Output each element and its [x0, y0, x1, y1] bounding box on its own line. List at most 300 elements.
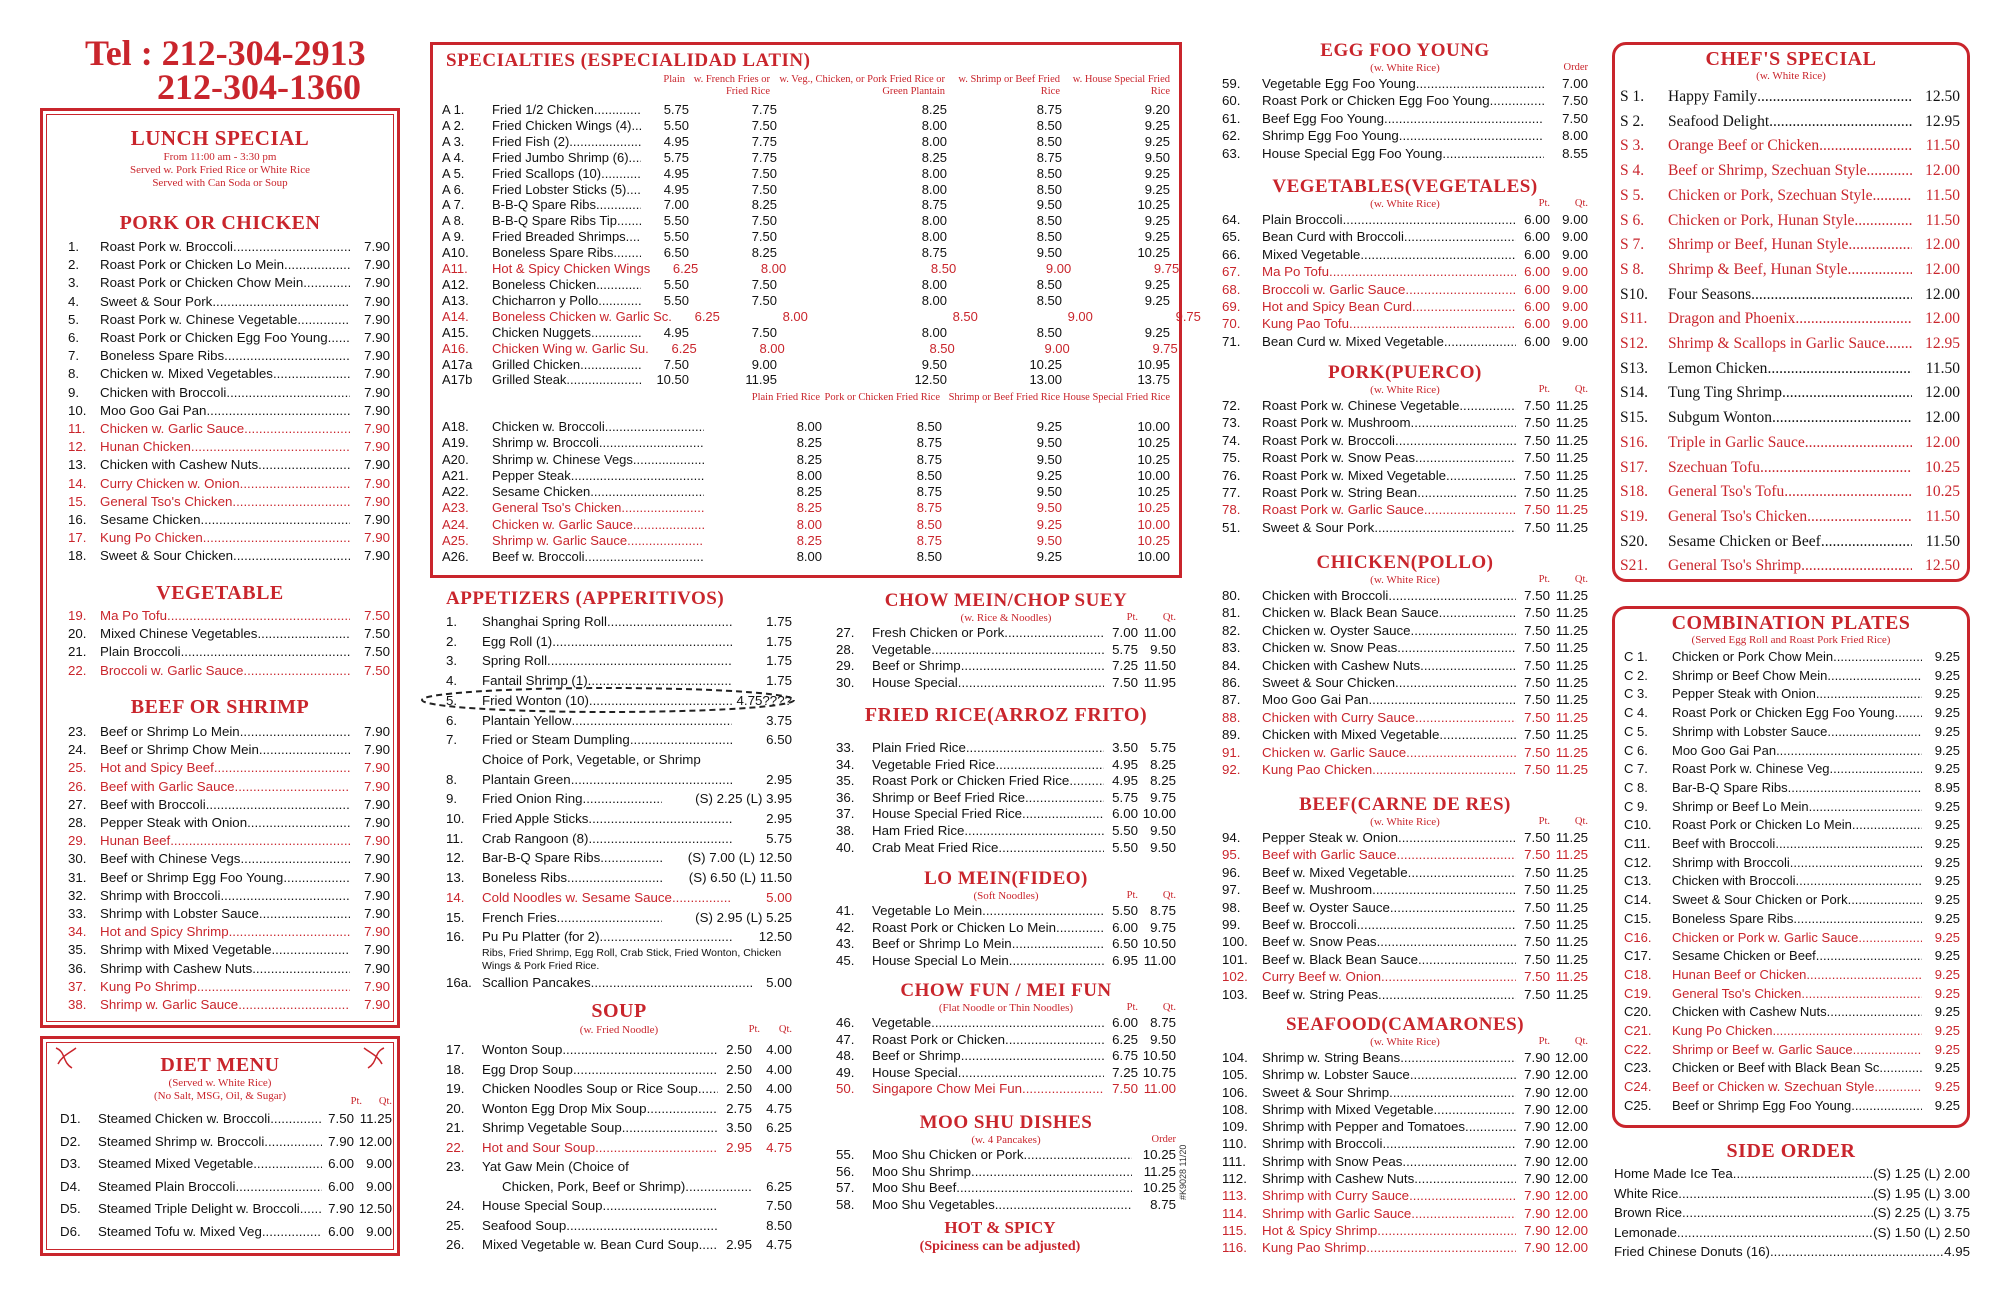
menu-item-row: [446, 848, 792, 868]
item-price: 9.25: [1934, 667, 1960, 683]
dot-leader: [1816, 947, 1922, 966]
item-price: 5.75: [1112, 641, 1138, 657]
item-price: 7.25: [1112, 1064, 1138, 1080]
menu-item-row: [1620, 530, 1960, 555]
item-price: 7.50: [364, 608, 390, 623]
dot-leader: [633, 517, 704, 533]
item-number: 15.: [446, 909, 465, 925]
dot-leader: [201, 511, 350, 529]
item-price: 1.75: [766, 614, 792, 629]
item-price: 9.25: [1144, 324, 1170, 340]
item-number: 41.: [836, 903, 855, 918]
item-price: 8.75: [916, 500, 942, 516]
item-price: 2.50: [726, 1042, 752, 1057]
item-number: 71.: [1222, 333, 1241, 349]
dot-leader: [1827, 723, 1922, 742]
side-order-list: [1614, 1164, 1970, 1262]
menu-item-row: [1620, 184, 1960, 209]
dot-leader: [1775, 835, 1922, 854]
item-price: 12.50: [914, 372, 947, 388]
menu-item-row: [1222, 951, 1588, 968]
dot-leader: [300, 1198, 322, 1221]
vegetable-title: VEGETABLE: [156, 582, 284, 604]
item-name: Beef with Broccoli: [100, 796, 206, 812]
item-price: 7.90: [364, 924, 390, 940]
menu-item-row: [68, 923, 390, 941]
item-name: Chicken or Pork, Szechuan Style: [1668, 186, 1873, 204]
item-price: 9.25: [1934, 761, 1960, 777]
item-number: 67.: [1222, 264, 1241, 280]
item-name: Shrimp with Mixed Vegetable: [100, 942, 272, 958]
dot-leader: [1459, 397, 1516, 414]
item-price: 6.00: [1524, 212, 1550, 227]
phone-1: Tel : 212-304-2913: [85, 33, 366, 73]
menu-item-row: [1620, 357, 1960, 382]
dot-leader: [566, 372, 641, 388]
item-name: Hot and Spicy Shrimp: [100, 924, 229, 940]
item-number: A15.: [442, 324, 469, 340]
item-name: Broccoli w. Garlic Sauce: [1262, 281, 1406, 297]
item-number: A 7.: [442, 197, 465, 213]
item-number: S 1.: [1620, 88, 1645, 105]
item-name: Tung Ting Shrimp: [1668, 384, 1783, 402]
item-name: Boneless Ribs: [482, 870, 567, 886]
item-name: Kung Po Chicken: [1672, 1023, 1773, 1039]
dot-leader: [1404, 228, 1516, 245]
item-name: Roast Pork w. Chinese Vegetable: [100, 311, 298, 327]
item-number: 22.: [68, 662, 87, 678]
dot-leader: [1439, 726, 1516, 743]
item-price: (S) 2.25 (L) 3.95: [695, 791, 792, 807]
chowfun-cols: [1104, 1002, 1176, 1014]
item-number: 49.: [836, 1064, 855, 1080]
menu-item-row: [836, 658, 1176, 675]
item-number: 111.: [1222, 1153, 1246, 1169]
item-number: 84.: [1222, 657, 1241, 673]
item-price: 8.75: [921, 197, 947, 213]
item-price: 3.50: [726, 1120, 752, 1135]
column-header: Qt.: [1162, 1002, 1176, 1013]
menu-item-row: [1620, 134, 1960, 159]
menu-item-row: [446, 1177, 792, 1197]
item-number: A 8.: [442, 213, 465, 229]
item-price: 8.75: [1150, 1196, 1176, 1212]
menu-item-row: [1222, 449, 1588, 466]
item-price: 9.25: [1934, 1004, 1960, 1020]
item-number: 60.: [1222, 93, 1241, 109]
beef-or-shrimp-title: BEEF OR SHRIMP: [130, 696, 310, 718]
item-number: C18.: [1624, 966, 1652, 982]
appetizers-list: [446, 612, 792, 993]
item-price: 12.50: [1925, 88, 1960, 105]
column-header: Shrimp or Beef Fried Rice: [948, 392, 1060, 403]
item-price: 4.95: [663, 324, 689, 340]
item-name: Fried Jumbo Shrimp (6): [492, 149, 629, 165]
dot-leader: [1378, 986, 1516, 1003]
item-price: 4.75: [766, 1139, 792, 1155]
dot-leader: [273, 365, 350, 383]
item-price: 8.25: [751, 197, 777, 213]
item-price: 7.90: [364, 851, 390, 867]
item-price: 7.50: [1524, 398, 1550, 413]
menu-item-row: [1222, 519, 1588, 536]
item-price: 9.50: [1150, 839, 1176, 855]
item-price: 9.25: [1934, 892, 1960, 908]
item-price: 11.00: [1143, 625, 1176, 640]
item-number: 110.: [1222, 1136, 1247, 1152]
item-name: Fried Lobster Sticks (5): [492, 181, 627, 197]
item-price: 7.50: [1524, 622, 1550, 638]
item-number: A 6.: [442, 181, 465, 197]
item-price: 8.50: [930, 261, 957, 277]
item-number: 35.: [68, 942, 87, 958]
item-price: 10.25: [1137, 245, 1170, 261]
item-price: 11.25: [1555, 969, 1588, 985]
menu-item-row: [1222, 916, 1588, 933]
item-price: 4.95: [663, 181, 689, 197]
mooshu-subrow: [836, 1134, 1176, 1147]
dot-leader: [262, 1221, 322, 1244]
item-name: Fried Onion Ring: [482, 791, 583, 807]
chowfun-subrow: [836, 1002, 1176, 1015]
item-price: 7.50: [751, 181, 777, 197]
dot-leader: [1874, 1078, 1922, 1097]
menu-item-row: [1222, 1170, 1588, 1187]
item-price: 11.50: [1925, 359, 1960, 377]
item-number: 13.: [68, 457, 87, 473]
item-price: 9.25: [1036, 467, 1062, 483]
item-price: 7.75: [751, 149, 777, 165]
column-header: w. Shrimp or Beef Fried Rice: [958, 74, 1060, 97]
dot-leader: [931, 1015, 1104, 1032]
side-item-row: [1614, 1203, 1970, 1223]
item-price: 11.25: [1555, 398, 1588, 413]
menu-item-row: [442, 118, 1170, 134]
item-price: 12.00: [1925, 285, 1960, 303]
item-name: Lemonade: [1614, 1224, 1677, 1240]
chicken-sub: (w. White Rice): [1370, 574, 1440, 586]
item-price: 4.95: [1112, 756, 1138, 772]
item-price: 9.25: [1934, 910, 1960, 926]
item-price: 1.75: [766, 653, 792, 669]
item-price: 7.90: [364, 493, 390, 509]
menu-item-row: [836, 773, 1176, 790]
item-name: Roast Pork w. Mushroom: [1262, 415, 1411, 431]
item-price: 10.75: [1142, 1064, 1176, 1080]
item-price: 10.95: [1137, 356, 1170, 372]
item-name: Moo Goo Gai Pan: [1672, 742, 1777, 758]
item-note: Choice of Pork, Vegetable, or Shrimp: [482, 751, 701, 767]
item-price: 12.00: [1925, 236, 1960, 254]
item-name: Curry Beef w. Onion: [1262, 969, 1381, 985]
item-name: Shrimp Egg Foo Young: [1262, 128, 1399, 144]
item-name: House Special Fried Rice: [872, 806, 1023, 822]
item-price: 12.00: [1554, 1222, 1588, 1238]
menu-item-row: [68, 438, 390, 456]
dot-leader: [1012, 936, 1104, 953]
item-price: 11.25: [1555, 727, 1588, 743]
item-number: D3.: [60, 1156, 81, 1171]
item-price: 4.75????: [736, 692, 792, 708]
item-name: Chicken or Beef with Black Bean Sc.: [1672, 1060, 1883, 1076]
dot-leader: [629, 150, 641, 166]
item-price: 8.25: [921, 102, 947, 117]
menu-item-row: [836, 1164, 1176, 1181]
dot-leader: [1490, 92, 1544, 109]
item-name: Beef w. Broccoli: [1262, 917, 1357, 933]
item-name: Shrimp with Cashew Nuts: [100, 960, 253, 976]
item-price: 8.75: [916, 484, 942, 500]
item-price: 5.00: [766, 889, 792, 905]
item-price: 2.95: [726, 1139, 752, 1155]
item-price: 8.50: [1036, 181, 1062, 197]
item-price: 12.00: [1554, 1153, 1588, 1169]
item-price: 2.75: [726, 1100, 752, 1116]
menu-item-row: [1624, 835, 1960, 854]
item-price: 12.00: [1925, 384, 1960, 402]
menu-item-row: [68, 996, 390, 1014]
menu-item-row: [1222, 1118, 1588, 1135]
item-price: 4.95: [1112, 773, 1138, 789]
item-number: 12.: [68, 439, 87, 455]
item-name: Beef w. Black Bean Sauce: [1262, 951, 1418, 967]
menu-item-row: [1624, 685, 1960, 704]
dot-leader: [247, 814, 350, 832]
item-price: 6.00: [1112, 919, 1138, 935]
dot-leader: [1004, 625, 1104, 642]
item-number: 1.: [68, 239, 80, 254]
item-number: 106.: [1222, 1084, 1248, 1100]
menu-item-row: [1620, 332, 1960, 357]
item-price: 7.90: [364, 942, 390, 958]
item-name: Fresh Chicken or Pork: [872, 625, 1005, 640]
item-number: 114.: [1222, 1205, 1247, 1221]
menu-item-row: [1620, 233, 1960, 258]
pork-list: [1222, 397, 1588, 536]
chowfun-list: [836, 1015, 1176, 1098]
menu-item-row: [68, 384, 390, 402]
item-name: Seafood Soup: [482, 1217, 567, 1233]
menu-item-row: [442, 213, 1170, 229]
dot-leader: [956, 1180, 1132, 1197]
item-number: S14.: [1620, 384, 1648, 402]
item-price: 12.00: [1925, 433, 1960, 451]
item-name: Shrimp with Cashew Nuts: [1262, 1171, 1415, 1187]
item-name: Bar-B-Q Spare Ribs: [1672, 779, 1788, 795]
menu-item-row: [446, 1216, 792, 1236]
item-name: Roast Pork or Chicken Egg Foo Young: [1672, 705, 1895, 721]
item-price: 7.50: [1112, 1081, 1138, 1096]
item-price: 11.25: [359, 1111, 392, 1126]
item-price: 7.00: [1562, 76, 1588, 91]
pork-sub: (w. White Rice): [1370, 384, 1440, 396]
dot-leader: [1417, 484, 1516, 501]
item-price: 7.50: [1524, 588, 1550, 603]
item-number: 38.: [836, 822, 855, 838]
item-price: 6.25: [694, 308, 720, 324]
item-price: 10.25: [1137, 435, 1170, 451]
item-price: 8.00: [921, 165, 947, 181]
menu-item-row: [1222, 501, 1588, 518]
item-price: 8.00: [796, 549, 822, 565]
item-name: Shrimp w. Chinese Vegs.: [492, 451, 637, 467]
dot-leader: [233, 238, 350, 256]
menu-item-row: [1222, 92, 1588, 109]
item-number: 2.: [446, 633, 458, 649]
item-number: 42.: [836, 919, 855, 935]
item-name: Bean Curd with Broccoli: [1262, 229, 1404, 245]
item-price: 7.90: [364, 760, 390, 776]
item-number: 65.: [1222, 229, 1241, 245]
item-price: 8.00: [796, 467, 822, 483]
item-price: 5.50: [663, 276, 689, 292]
item-name: Shrimp Vegetable Soup: [482, 1120, 622, 1135]
item-name: Steamed Mixed Vegetable: [98, 1156, 254, 1171]
column-header: w. House Special Fried Rice: [1072, 74, 1170, 97]
item-name: Hot & Spicy Shrimp: [1262, 1222, 1378, 1238]
item-price: 8.50: [1036, 292, 1062, 308]
item-number: 51.: [1222, 519, 1241, 535]
lunch-special-title: LUNCH SPECIAL: [130, 126, 310, 150]
menu-item-row: [836, 840, 1176, 857]
item-number: 29.: [836, 658, 855, 673]
menu-item-row: [1624, 947, 1960, 966]
hot-spicy-note: [830, 1218, 1170, 1256]
item-number: 19.: [68, 608, 87, 623]
item-name: Chicken with Mixed Vegetable: [1262, 727, 1440, 743]
item-name: Moo Goo Gai Pan: [1262, 692, 1369, 708]
column-header: Qt.: [1574, 574, 1588, 585]
item-name: Shrimp with Lobster Sauce: [1672, 723, 1828, 739]
item-price: 7.90: [1524, 1050, 1550, 1065]
dot-leader: [258, 456, 350, 474]
dot-leader: [1382, 1135, 1516, 1152]
appetizers-title: APPETIZERS (APPERITIVOS): [446, 588, 725, 609]
chowfun-section: [836, 980, 1176, 1098]
menu-item-row: [1624, 1041, 1960, 1060]
item-price: 9.25: [1144, 181, 1170, 197]
item-name: Szechuan Tofu: [1668, 458, 1761, 476]
item-price: 6.50: [766, 732, 792, 748]
item-name: Orange Beef or Chicken: [1668, 137, 1820, 155]
menu-item-row: [1222, 228, 1588, 245]
item-name: Moo Shu Vegetables: [872, 1196, 995, 1212]
menu-item-row: [1624, 667, 1960, 686]
item-price: 12.00: [1554, 1101, 1588, 1117]
menu-item-row: [1620, 505, 1960, 530]
item-price: 7.50: [766, 1198, 792, 1213]
item-number: 11.: [68, 421, 86, 437]
dot-leader: [622, 1118, 718, 1138]
item-name: Beef or Shrimp Chow Mein: [100, 742, 259, 758]
dot-leader: [1682, 1203, 1873, 1223]
item-number: 13.: [446, 870, 465, 886]
menu-item-row: [442, 197, 1170, 213]
item-name: Chicken w. Garlic Sauce: [100, 421, 245, 437]
dot-leader: [1866, 159, 1912, 184]
item-name: Boneless Spare Ribs: [100, 348, 225, 364]
item-price: 7.90: [1524, 1188, 1550, 1204]
item-name: Shrimp with Broccoli: [1262, 1136, 1383, 1152]
item-price: 11.25: [1555, 675, 1588, 691]
item-number: C10.: [1624, 817, 1652, 833]
item-price: 9.20: [1144, 102, 1170, 117]
item-price: 9.25: [1934, 948, 1960, 964]
item-price: 6.00: [1524, 246, 1550, 262]
item-price: 11.25: [1555, 692, 1588, 708]
item-price: 7.50: [1524, 467, 1550, 483]
dot-leader: [181, 643, 350, 661]
item-price: 8.25: [796, 500, 822, 516]
dot-leader: [566, 1216, 718, 1236]
menu-item-row: [836, 953, 1176, 970]
menu-item-row: [836, 1180, 1176, 1197]
dot-leader: [1368, 691, 1516, 708]
beef-section: [1222, 794, 1588, 1003]
item-number: 30.: [68, 851, 87, 867]
item-name: Spring Roll: [482, 653, 548, 669]
dot-leader: [998, 840, 1104, 857]
item-number: S 4.: [1620, 162, 1645, 180]
item-price: (S) 6.50 (L) 11.50: [688, 870, 792, 886]
item-price: 7.90: [1524, 1205, 1550, 1221]
dot-leader: [595, 1138, 718, 1158]
item-number: 28.: [836, 641, 855, 657]
item-name: Moo Shu Shrimp: [872, 1163, 972, 1179]
item-number: 89.: [1222, 727, 1241, 743]
column-header: Pt.: [1126, 612, 1138, 623]
column-header: Qt.: [1162, 612, 1176, 623]
item-price: 8.75: [1150, 1015, 1176, 1030]
item-price: 12.00: [1554, 1205, 1588, 1221]
item-number: 96.: [1222, 864, 1241, 880]
item-name: Steamed Plain Broccoli: [98, 1178, 236, 1194]
item-price: 2.95: [766, 771, 792, 787]
item-price: 7.90: [364, 457, 390, 473]
item-price: 1.75: [766, 673, 792, 689]
item-number: 6.: [446, 712, 458, 728]
item-price: 7.90: [364, 548, 390, 564]
item-price: 8.75: [1150, 903, 1176, 918]
item-price: 12.00: [1554, 1067, 1588, 1083]
item-price: 6.75: [1112, 1048, 1138, 1063]
dot-leader: [170, 832, 350, 850]
item-price: 9.50: [1150, 641, 1176, 657]
item-name: Beef with Chinese Vegs.: [100, 851, 245, 867]
menu-item-row: [442, 325, 1170, 341]
item-number: C 5.: [1624, 723, 1648, 739]
item-price: 11.25: [1555, 847, 1588, 863]
dot-leader: [1827, 1003, 1922, 1022]
menu-item-row: [446, 1099, 792, 1119]
item-name: Shrimp or Beef Lo Mein: [1672, 798, 1809, 814]
dot-leader: [626, 229, 641, 245]
dot-leader: [571, 770, 732, 790]
diet-title: DIET MENU: [160, 1054, 280, 1076]
item-name: Sweet & Sour Shrimp: [1262, 1084, 1390, 1100]
item-price: 7.50: [1524, 986, 1550, 1002]
dot-leader: [600, 848, 662, 868]
dot-leader: [232, 493, 350, 511]
item-name: Beef with Broccoli: [1672, 836, 1776, 852]
dot-leader: [1056, 920, 1104, 937]
menu-item-row: [442, 357, 1170, 373]
item-number: 5.: [68, 311, 80, 327]
menu-item-row: [442, 340, 1178, 357]
item-name: Wonton Soup: [482, 1042, 563, 1057]
item-name: Chicken w. Oyster Sauce: [1262, 622, 1411, 638]
menu-item-row: [1620, 456, 1960, 481]
